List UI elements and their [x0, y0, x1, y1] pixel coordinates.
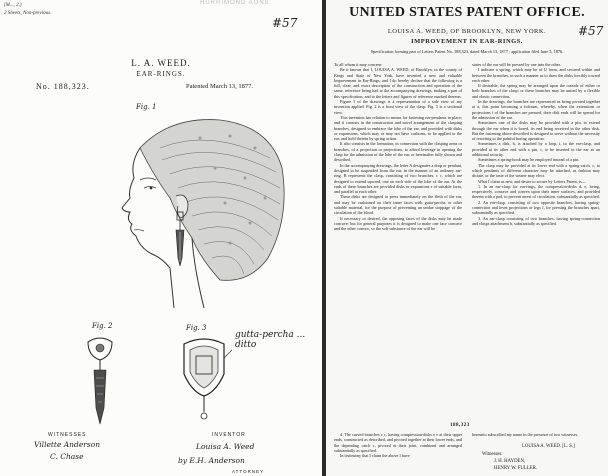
body-column-right [472, 62, 600, 422]
attorney-signature: by E.H. Anderson [178, 456, 245, 465]
handwritten-annotation: gutta-percha ... ditto [235, 330, 306, 350]
body-column-left [334, 62, 462, 422]
witness-print-2: HENRY W. FULLER. [494, 466, 537, 471]
body-paragraph: Sometimes a spring-hook may be employed instead of a pin. [478, 157, 580, 163]
handwritten-number: #57 [272, 16, 298, 30]
body-paragraph: 2. An ear-clasp, consisting of two opposite branches, having spring-connection and lever projections or legs f, for pressing the branches apart, substantially as specified. [472, 199, 600, 216]
fig1-head-drawing [100, 108, 290, 318]
body-paragraph: hereunto subscribed my name in the presence of two witnesses. [472, 432, 579, 437]
patent-specification-sheet [326, 0, 608, 476]
body-paragraph: In the drawings, the branches are represented as being pivoted together at a, this point becoming a fulcrum, whereby, when the extensions or projections f of the branches are pressed, their disk ends will be spread for the admission of the ear. [472, 99, 600, 120]
body-paragraph: What I claim as new, and desire to secure by Letters Patent, is— [478, 178, 586, 184]
body-paragraph: Sometimes a disk, h, is attached by a loop, i, to the ear-clasp, and provided at its other end with a pin, c, to be inserted in the ear as an additional security. [472, 141, 600, 158]
witnesses-heading: Witnesses: [482, 452, 503, 457]
body-paragraph: Figure 1 of the drawings is a representation of a side view of my invention applied. Fig. 2 is a front view of the clasp. Fig. 3 is a sectional view. [334, 99, 462, 115]
corner-note: (M..., 2.) [4, 3, 22, 8]
body-paragraph: In the accompanying drawings, the letter A designates a drop or pendant, designed to be suspended from the ear, in the manner of an ordinary ear-ring. B represents the clasp, consisting of two branches, c c, which are designed to extend upward, one on each side of the lobe of the ear. At the ends of these branches are provided disks or expansions e of suitable form, and parallel to each other. [334, 162, 462, 195]
body-column-left-bottom [334, 432, 462, 474]
inventor-signature-print: LOUISA A. WEED. [L. S.] [522, 444, 575, 449]
body-paragraph: If necessary or desired, the opposing faces of the disks may be made concave; but for general purposes it is designed to make one face concave and the other convex, so the soft substance of the ear will be [334, 215, 462, 232]
corner-note-secondary: 2 Sheets, Non-previous. [4, 11, 52, 16]
body-paragraph: To all whom it may concern: [334, 62, 383, 67]
specification-line: Specification forming part of Letters Patent No. 188,323, dated March 13, 1877 ; application filed June 5, 1876. [370, 49, 564, 54]
body-paragraph: 4. The curved branches c c, having compression-disks e e at their upper ends, constructed as described, and pivoted together at their lower ends, and the depending catch c, pivoted at their joint, combined and arranged substantially as specified. [334, 432, 462, 453]
witness-signature-1: Villette Anderson [34, 440, 101, 449]
inventor-signature: Louisa A. Weed [196, 442, 255, 451]
body-paragraph: 3. An ear-clasp consisting of two branches, having spring-connection and clasps attachment h, substantially as specified. [472, 215, 600, 226]
body-paragraph: I indicate a spring, which may be of U form, and secured within and between the branches, in such a manner as to draw the disks forcibly toward each other. [472, 67, 600, 83]
archive-stamp: HURRIMOND AONS [200, 0, 270, 6]
fig1-label: Fig. 1 [136, 103, 157, 111]
closing-text [472, 432, 600, 444]
body-paragraph: These disks are designed to press immediately on the flesh of the ear, and may be cushioned on their inner faces with gutta-percha or other suitable material, for the purpose of preventing an undue stoppage of the circulation of the blood. [334, 194, 462, 216]
witnesses-label: WITNESSES [48, 432, 87, 438]
handwritten-number-right: #57 [578, 24, 604, 38]
attorney-label: ATTORNEY [232, 469, 265, 474]
page-number: 188,323 [450, 423, 470, 428]
specification-heading: IMPROVEMENT IN EAR-RINGS. [411, 38, 523, 45]
patent-date: Patented March 13, 1877. [186, 83, 253, 90]
body-paragraph: Be it known that I, LOUISA A. WEED, of Brooklyn, in the county of Kings and State of New York, have invented a new and valuable Improvement in Ear-Rings; and I do hereby declare that the following is a full, clear, and exact description of the construction and operation of the same, reference being had to the accompanying drawings, making a part of this specification, and to the letters and figures of reference marked thereon. [334, 67, 462, 99]
patent-number: No. 188,323. [36, 82, 90, 91]
fig2-label: Fig. 2 [92, 322, 113, 330]
fig2-clasp-drawing [82, 334, 118, 434]
inventor-label: INVENTOR [212, 432, 246, 438]
fig3-section-drawing [176, 334, 232, 430]
witness-signature-2: C. Chase [50, 452, 84, 461]
inventor-name-header: L. A. WEED. [131, 58, 191, 68]
body-paragraph: states of the ear will be pressed by one into the other. [472, 62, 561, 67]
invention-title: EAR-RINGS. [136, 70, 186, 78]
body-paragraph: 1. In an ear-clasp for ear-rings, the compression-disks d, e, being, respectively, concave and convex upon their inner surfaces, and provided therein with a pad, to prevent arrest of circulation, substantially as specified. [472, 183, 600, 200]
office-title: UNITED STATES PATENT OFFICE. [349, 5, 585, 20]
body-paragraph: Sometimes one of the disks may be provided with a pin, to extend through the ear when it is bored, its end being received in the other disk. But the fastening above described is designed to serve without the necessity of resorting to the painful boring operation. [472, 120, 600, 142]
body-paragraph: If desirable, the spring may be arranged upon the outside of either or both branches of the clasp; or these branches may be united by a flexible and elastic connection. [472, 83, 600, 99]
fig3-label: Fig. 3 [186, 324, 207, 332]
inventor-line: LOUISA A. WEED, OF BROOKLYN, NEW YORK. [387, 28, 547, 35]
body-paragraph: It also consists in the formation, in connection with the clasping arms or branches, of a projection or projections, to afford leverage in opening the clasp for the admission of the lobe of the ear, or hereinafter fully shown and described. [334, 141, 462, 163]
witness-print-1: J. H. HAYDEN, [494, 459, 526, 464]
body-paragraph: The clasp may be provided at its lower end with a spring-catch, c, to which pendants of different character may be attached, as fashion may dictate, or the taste of the wearer may elect. [472, 162, 600, 179]
body-paragraph: This invention has relation to means for fastening ear-pendants in place; and it consists in the construction and novel arrangement of the clasping branches, designed to embrace the lobe of the ear, and provided with disks or expansions, which may or may not have cushions, to be applied to the ear, and hold therein by spring action. [334, 114, 462, 142]
body-paragraph: In testimony that I claim the above I have [340, 453, 410, 459]
